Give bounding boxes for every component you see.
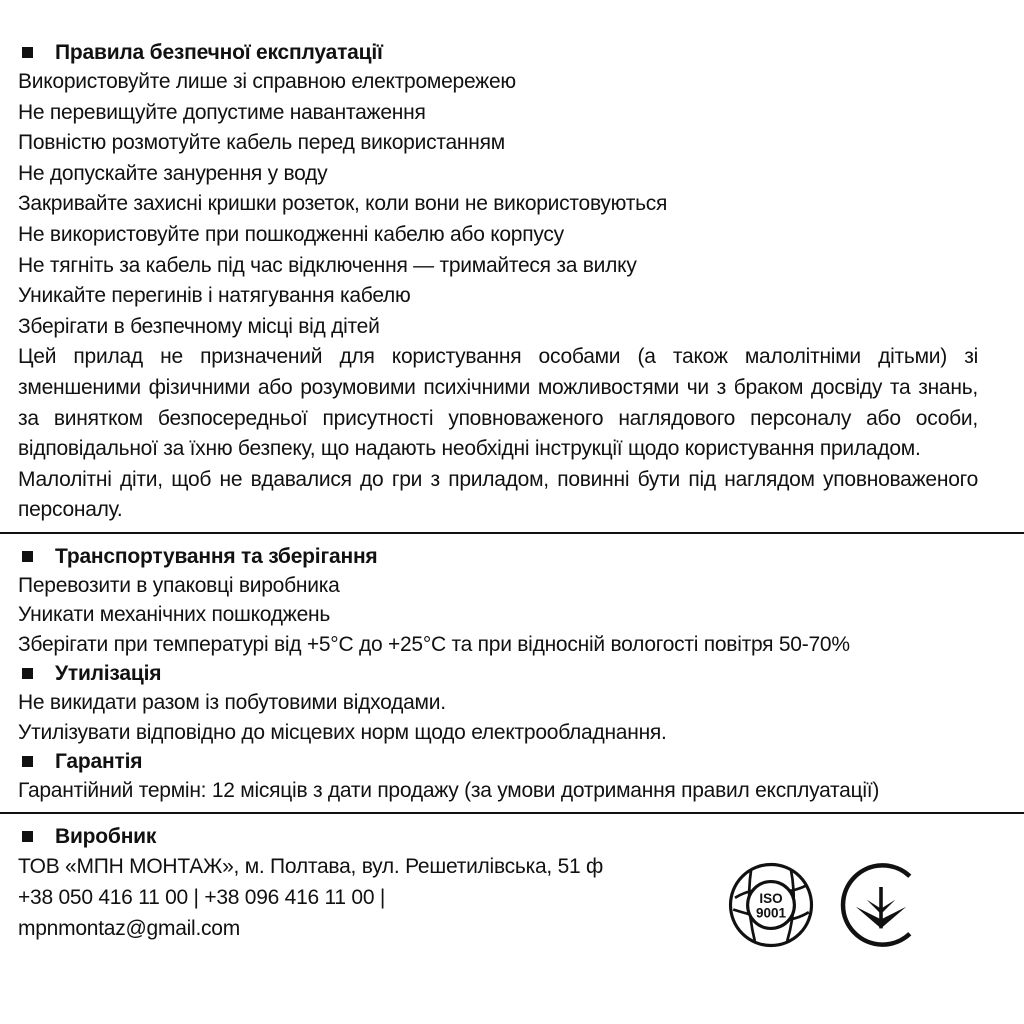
warranty-heading-text: Гарантія [55,750,143,774]
safety-item: Повністю розмотуйте кабель перед використанням [18,131,505,155]
square-bullet-icon [22,47,33,58]
disposal-item: Не викидати разом із побутовими відходами. [18,691,446,715]
safety-item: Використовуйте лише зі справною електромережею [18,70,516,93]
disposal-section [18,659,1008,747]
safety-heading-text: Правила безпечної експлуатації [55,41,383,64]
transport-heading [18,542,1008,571]
safety-section [18,38,1008,526]
manufacturer-phones: +38 050 416 11 00 | +38 096 416 11 00 | [18,885,386,909]
safety-item: Закривайте захисні кришки розеток, коли вони не використовуються [18,192,668,216]
safety-item: Не допускайте занурення у воду [18,161,328,185]
safety-item: Не використовуйте при пошкодженні кабелю або корпусу [18,222,564,246]
manufacturer-heading-text: Виробник [55,824,157,848]
square-bullet-icon [22,756,33,767]
manufacturer-heading [18,822,1008,851]
transport-item: Перевозити в упаковці виробника [18,573,340,597]
safety-item: Не перевищуйте допустиме навантаження [18,100,426,124]
certification-logos [726,860,926,950]
safety-item: Зберігати в безпечному місці від дітей [18,314,380,338]
transport-section [18,542,1008,660]
instruction-sheet [18,38,1008,944]
disposal-item: Утилізувати відповідно до місцевих норм щодо електрообладнання. [18,720,667,744]
iso-9001-certification-icon [726,860,816,950]
disposal-heading [18,659,1008,688]
safety-item: Уникайте перегинів і натягування кабелю [18,284,411,308]
section-divider [0,812,1024,814]
iso-logo-number: 9001 [755,905,787,921]
disposal-heading-text: Утилізація [55,662,162,686]
square-bullet-icon [22,831,33,842]
square-bullet-icon [22,668,33,679]
warranty-section [18,747,1008,806]
safety-paragraph: Малолітні діти, щоб не вдавалися до гри з приладом, повинні бути під наглядом уповноваженого персоналу. [18,467,978,522]
section-divider [0,532,1024,534]
safety-item: Не тягніть за кабель під час відключення — тримайтеся за вилку [18,253,637,277]
warranty-item: Гарантійний термін: 12 місяців з дати продажу (за умови дотримання правил експлуатації) [18,779,880,803]
safety-heading [18,38,1008,67]
transport-item: Уникати механічних пошкоджень [18,603,331,627]
manufacturer-address: ТОВ «МПН МОНТАЖ», м. Полтава, вул. Решетилівська, 51 ф [18,854,604,878]
manufacturer-email: mpnmontaz@gmail.com [18,916,240,940]
iso-logo-text: ISO [759,891,783,907]
transport-heading-text: Транспортування та зберігання [55,544,378,568]
ukrainian-conformity-mark-icon [836,860,926,950]
safety-paragraph: Цей прилад не призначений для користування особами (а також малолітніми дітьми) зі зменшеними фізичними або розумовими психічними можливостями чи з браком досвіду та знань, за винятком безпосередньої присутності уповноваженого наглядового персоналу або особи, відповідальної за їхню безпеку, що надають необхідні інструкції щодо користування приладом. [18,345,978,461]
square-bullet-icon [22,551,33,562]
transport-item: Зберігати при температурі від +5°С до +25°С та при відносній вологості повітря 50-70% [18,632,850,656]
warranty-heading [18,747,1008,776]
